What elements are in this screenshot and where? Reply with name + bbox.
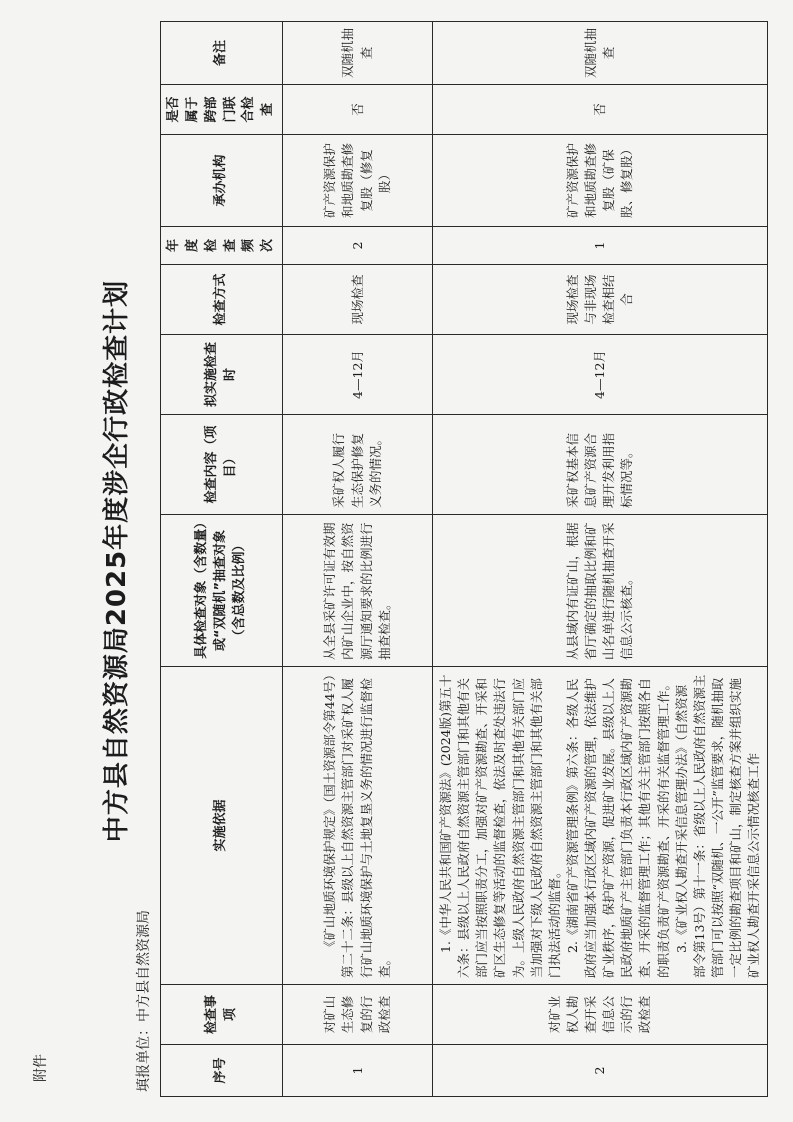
row-method: 现场检查 (283, 265, 433, 335)
header-org: 承办机构 (161, 135, 283, 227)
row-note: 双随机抽查 (433, 22, 768, 85)
header-freq: 年度检查频次 (161, 227, 283, 265)
page-title: 中方县自然资源局2025年度涉企行政检查计划 (102, 279, 132, 843)
header-method: 检查方式 (161, 265, 283, 335)
row-target: 从县域内有证矿山，根据省厅确定的抽取比例和矿山名单进行随机抽查开采信息公示核查。 (433, 515, 768, 667)
header-target: 具体检查对象（含数量）或“双随机”抽查对象（含总数及比例） (161, 515, 283, 667)
header-seq: 序号 (161, 1045, 283, 1097)
row-note: 双随机抽查 (283, 22, 433, 85)
header-item: 检查事项 (161, 985, 283, 1045)
header-note: 备注 (161, 22, 283, 85)
row-org: 矿产资源保护和地质勘查修复股（修复股） (283, 135, 433, 227)
header-time: 拟实施检查时 (161, 335, 283, 415)
row-org: 矿产资源保护和地质勘查修复股（矿保股、修复股） (433, 135, 768, 227)
row-time: 4—12月 (433, 335, 768, 415)
inspection-plan-table (160, 21, 768, 1097)
basis-paragraph: 《矿山地质环境保护规定》（国土资源部令第44号）第二十二条：县级以上自然资源主管部门对采矿权人履行矿山地质环境保护与土地复垦义务的情况进行监督检查。 (322, 674, 392, 978)
header-basis: 实施依据 (161, 667, 283, 985)
reporting-unit: 填报单位：中方县自然资源局 (136, 910, 152, 1092)
row-method: 现场检查与非现场检查相结合 (433, 265, 768, 335)
row-content: 采矿权基本信息矿产资源合理开发利用指标情况等。 (433, 415, 768, 515)
row-joint: 否 (433, 85, 768, 135)
attachment-label: 附件 (33, 1054, 49, 1082)
row-content: 采矿权人履行生态保护修复义务的情况。 (283, 415, 433, 515)
row-seq: 1 (283, 1045, 433, 1097)
header-joint: 是否属于跨部门联合检查 (161, 85, 283, 135)
row-item: 对矿山生态修复的行政检查 (283, 985, 433, 1045)
table-header-row (161, 22, 283, 1097)
row-joint: 否 (283, 85, 433, 135)
row-basis (433, 667, 768, 985)
basis-paragraph: 3.《矿业权人勘查开采信息管理办法》（自然资源部令第13号）第十一条：省级以上人民政府自然资源主管部门可以按照“双随机、一公开”监管要求，随机抽取一定比例的勘查项目和矿山，制定核查方案并组织实施矿业权人勘查开采信息公示情况核查工作 (673, 674, 762, 978)
row-basis (283, 667, 433, 985)
row-freq: 2 (283, 227, 433, 265)
row-target: 从全县采矿许可证有效期内矿山企业中，按自然资源厅通知要求的比例进行抽查检查。 (283, 515, 433, 667)
row-item: 对矿业权人勘查开采信息公示的行政检查 (433, 985, 768, 1045)
row-time: 4—12月 (283, 335, 433, 415)
basis-paragraph: 2.《湖南省矿产资源管理条例》第六条：各级人民政府应当加强本行政区域内矿产资源的管理，依法维护矿业秩序，保护矿产资源，促进矿业发展。县级以上人民政府地质矿产主管部门负责本行政区域内矿产资源勘查、开采的监督管理工作；其他有关主管部门按照各自的职责负责矿产资源勘查、开采的有关监督管理工作。 (564, 677, 671, 978)
table-row (283, 22, 433, 1097)
basis-paragraph: 1.《中华人民共和国矿产资源法》(2024版)第五十六条：县级以上人民政府自然资源主管部门和其他有关部门应当按照职责分工，加强对矿产资源勘查、开采和矿区生态修复等活动的监督检查，依法及时查处违法行为。上级人民政府自然资源主管部门和其他有关部门应当加强对下级人民政府自然资源主管部门和其他有关部门执法活动的监督。 (438, 674, 562, 978)
row-seq: 2 (433, 1045, 768, 1097)
header-content: 检查内容（项目） (161, 415, 283, 515)
table-row (433, 22, 768, 1097)
row-freq: 1 (433, 227, 768, 265)
